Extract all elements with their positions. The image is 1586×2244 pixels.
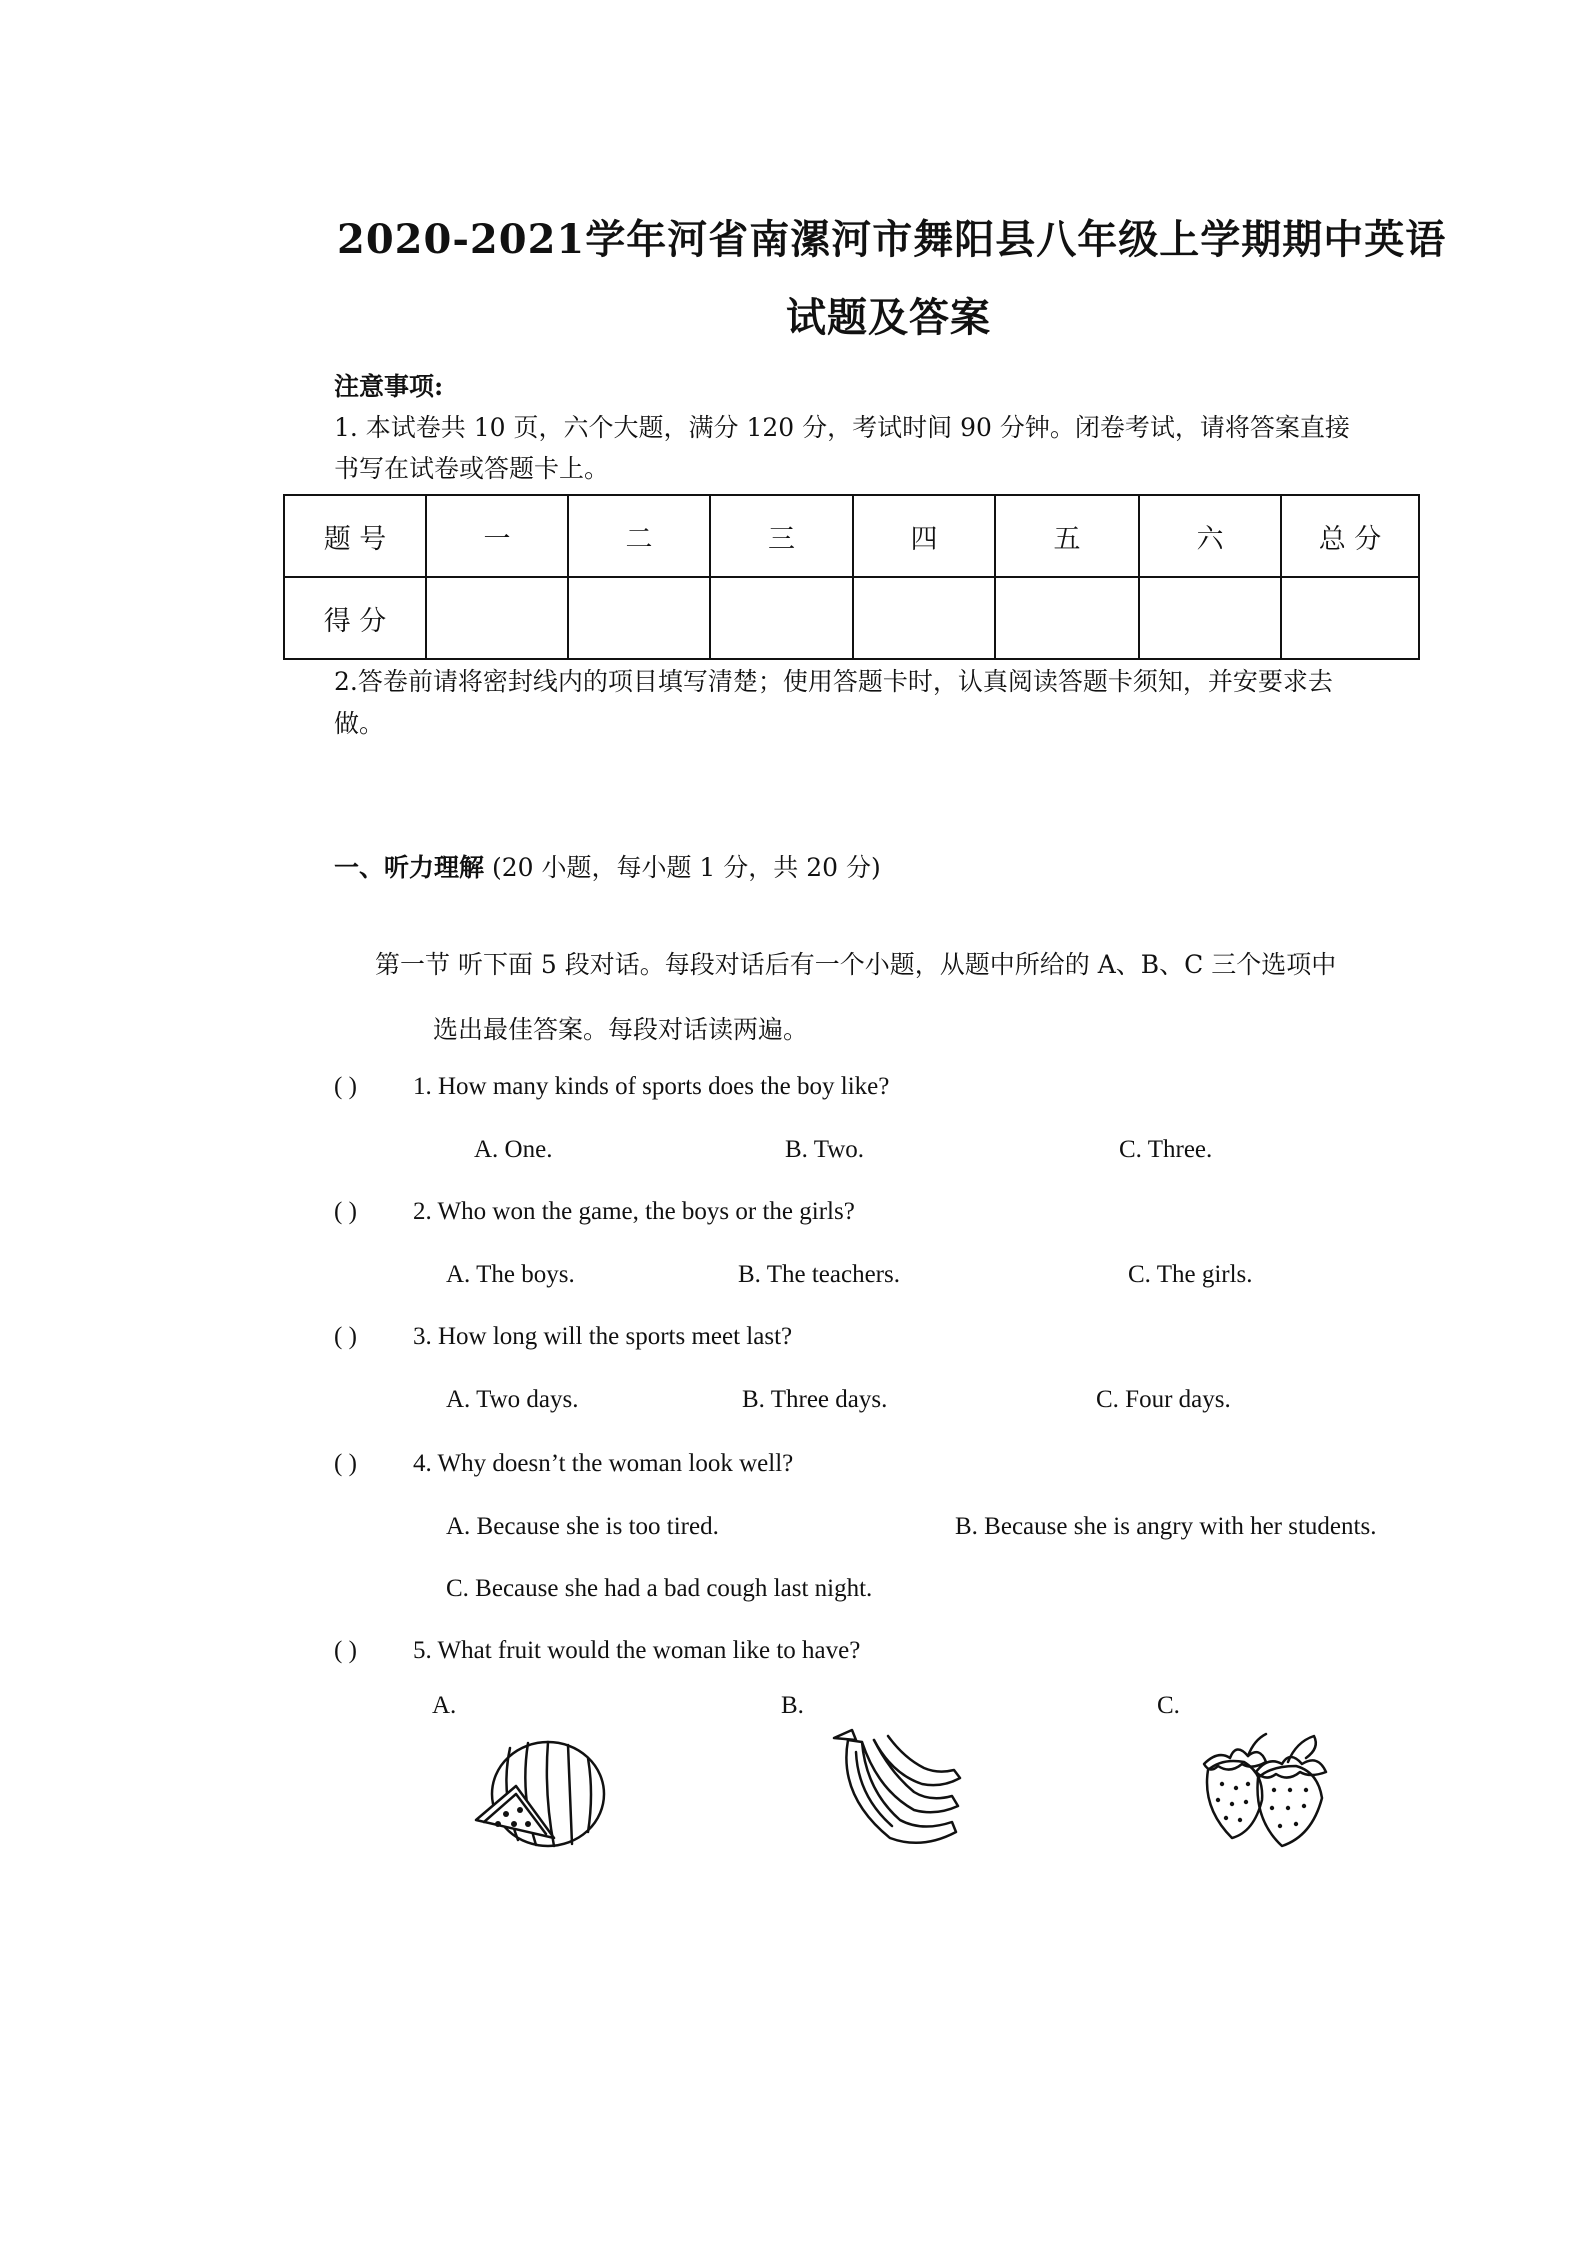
part-1-instruction-line-1: 第一节 听下面 5 段对话。每段对话后有一个小题，从题中所给的 A、B、C 三个选项中 (375, 950, 1337, 979)
question-1-option-a: A. One. (474, 1136, 553, 1163)
question-4-text: 4. Why doesn’t the woman look well? (413, 1450, 794, 1477)
question-4-option-b: B. Because she is angry with her students. (955, 1513, 1377, 1540)
score-cell[interactable] (995, 577, 1139, 659)
notice-item-2-line-2: 做。 (334, 709, 385, 738)
score-cell[interactable] (1139, 577, 1281, 659)
question-2-text: 2. Who won the game, the boys or the girls? (413, 1198, 855, 1225)
question-2-option-b: B. The teachers. (738, 1261, 900, 1288)
score-table-score-row (284, 577, 1419, 659)
question-2-option-a: A. The boys. (446, 1261, 575, 1288)
question-3-paren[interactable]: ( ) (334, 1323, 357, 1350)
question-3-option-b: B. Three days. (742, 1386, 888, 1413)
score-header-cell: 四 (853, 495, 995, 577)
question-4-option-a: A. Because she is too tired. (446, 1513, 719, 1540)
section-1-note: (20 小题，每小题 1 分，共 20 分) (491, 853, 881, 882)
score-cell[interactable] (1281, 577, 1419, 659)
score-header-cell: 题 号 (284, 495, 426, 577)
question-5-option-b: B. (781, 1692, 804, 1719)
score-header-cell: 一 (426, 495, 568, 577)
question-5-option-a: A. (432, 1692, 457, 1719)
question-1-paren[interactable]: ( ) (334, 1073, 357, 1100)
score-table-header-row (284, 495, 1419, 577)
score-header-cell: 三 (710, 495, 853, 577)
score-header-cell: 二 (568, 495, 710, 577)
question-4-paren[interactable]: ( ) (334, 1450, 357, 1477)
notice-heading: 注意事项: (334, 372, 444, 401)
score-cell[interactable] (426, 577, 568, 659)
question-1-option-b: B. Two. (785, 1136, 865, 1163)
score-cell[interactable] (710, 577, 853, 659)
section-1-title: 一、听力理解 (334, 853, 485, 882)
notice-item-1-line-2: 书写在试卷或答题卡上。 (334, 454, 610, 483)
banana-icon (826, 1726, 966, 1850)
notice-item-2-line-1: 2.答卷前请将密封线内的项目填写清楚；使用答题卡时，认真阅读答题卡须知，并安要求去 (334, 667, 1333, 696)
question-5-text: 5. What fruit would the woman like to have? (413, 1637, 861, 1664)
notice-item-1-line-1: 1. 本试卷共 10 页，六个大题，满分 120 分，考试时间 90 分钟。闭卷考试，请将答案直接 (334, 413, 1350, 442)
question-3-option-a: A. Two days. (446, 1386, 579, 1413)
question-1-text: 1. How many kinds of sports does the boy like? (413, 1073, 890, 1100)
strawberry-icon (1196, 1728, 1346, 1852)
question-2-option-c: C. The girls. (1128, 1261, 1253, 1288)
score-cell[interactable] (853, 577, 995, 659)
section-1-heading (334, 848, 881, 884)
part-1-instruction-line-2: 选出最佳答案。每段对话读两遍。 (433, 1015, 809, 1044)
page-title-line1: 2020-2021学年河省南漯河市舞阳县八年级上学期期中英语 (337, 216, 1447, 263)
score-header-cell: 六 (1139, 495, 1281, 577)
question-3-option-c: C. Four days. (1096, 1386, 1231, 1413)
question-3-text: 3. How long will the sports meet last? (413, 1323, 793, 1350)
watermelon-icon (470, 1736, 610, 1852)
score-row-label: 得 分 (284, 577, 426, 659)
question-5-option-c: C. (1157, 1692, 1180, 1719)
score-header-cell: 总 分 (1281, 495, 1419, 577)
score-cell[interactable] (568, 577, 710, 659)
question-2-paren[interactable]: ( ) (334, 1198, 357, 1225)
page-title-line2: 试题及答案 (786, 294, 991, 341)
question-4-option-c: C. Because she had a bad cough last night. (446, 1575, 873, 1602)
question-1-option-c: C. Three. (1119, 1136, 1213, 1163)
score-header-cell: 五 (995, 495, 1139, 577)
score-table (283, 494, 1420, 660)
question-5-paren[interactable]: ( ) (334, 1637, 357, 1664)
